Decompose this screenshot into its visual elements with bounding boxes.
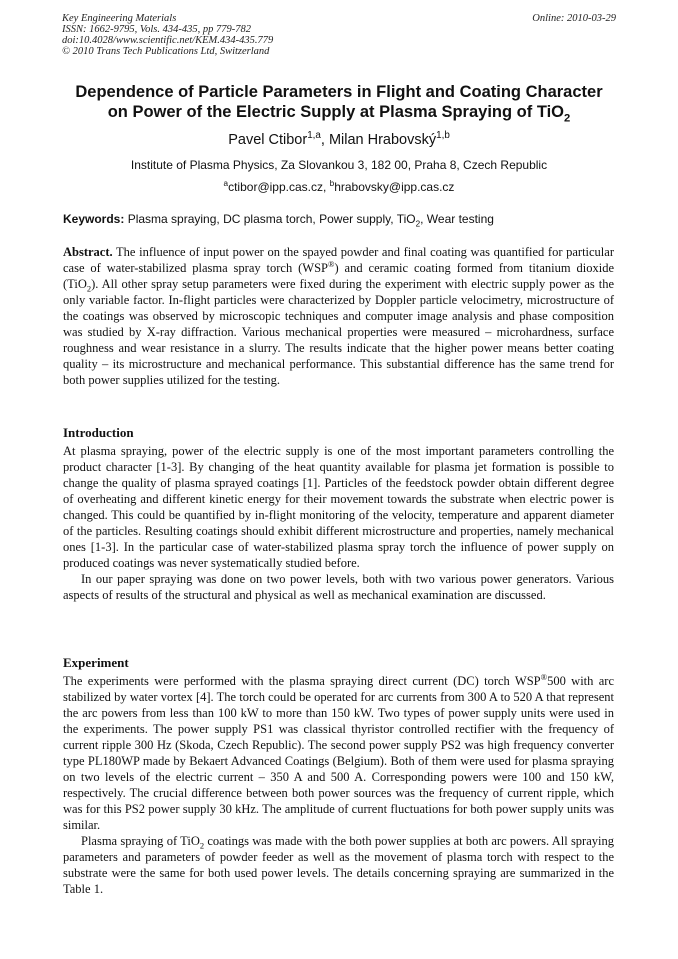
author-list: Pavel Ctibor$^{1,a}$, Milan Hrabovský$^{1,b}$ xyxy=(228,130,450,148)
issn-line: ISSN: 1662-9795, Vols. 434-435, pp 779-782 xyxy=(62,24,251,35)
affiliation: Institute of Plasma Physics, Za Slovankou 3, 182 00, Praha 8, Czech Republic xyxy=(130,158,548,172)
exp-paragraph-2: Plasma spraying of TiO$_2$ coatings was made with the both power supplies at both arc powers. All spraying parameters and parameters of powder feeder as well as the movement of plasma torch with respect to the substrate were the same for both used power levels. The details concerning spraying are summarized in the Table 1. xyxy=(63,834,614,896)
author-2: Milan Hrabovský xyxy=(328,132,437,148)
journal-name: Key Engineering Materials xyxy=(62,13,177,24)
title-line-2: on Power of the Electric Supply at Plasma Spraying of TiO$_2$ xyxy=(107,103,571,125)
author-2-affil: 1,b xyxy=(436,130,450,142)
abstract-label: Abstract. xyxy=(63,245,113,259)
journal-header xyxy=(62,13,616,57)
keywords-label: Keywords: xyxy=(63,212,125,226)
intro-paragraph-1: At plasma spraying, power of the electric supply is one of the most important parameters controlling the product character [1-3]. By changing of the heat quantity available for plasma jet formation is possible to change the quality of plasma sprayed coatings [1]. Particles of the feedstock powder obtain different degree of overheating and different kinetic energy for their movement towards the substrate when electric power is changed. This could be quantified by in-flight monitoring of the velocity, temperature and apparent diameter of the particles. Resulting coatings should exhibit different microstructure and properties, namely mechanical ones [1-3]. In the particular case of water-stabilized plasma spray torch the influence of power supply on produced coatings was never systematically studied before. xyxy=(63,444,614,570)
exp-paragraph-1: The experiments were performed with the plasma spraying direct current (DC) torch WSP®500 with arc stabilized by water vortex [4]. The torch could be operated for arc currents from 300 A to 520 A that represent the arc powers from less than 100 kW to more than 150 kW. Two types of power supply units were used in the experiments. The power supply PS1 was classical thyristor controlled rectifier with the frequency of current ripple 300 Hz (Skoda, Czech Republic). The second power supply PS2 was high frequency converter type PL180WP made by Bekaert Advanced Coatings (Belgium). Both of them were used for plasma spraying on two levels of the electric current – 350 A and 500 A. Corresponding powers were 100 and 150 kW, respectively. The crucial difference between both power sources was the frequency of current ripple, which was for this PS2 power supply 30 kHz. The amplitude of current fluctuations for both power supply units was similar. xyxy=(63,671,615,832)
email-b[interactable]: hrabovsky@ipp.cas.cz xyxy=(334,180,455,194)
author-1-affil: 1,a xyxy=(307,130,321,142)
experiment-text xyxy=(63,673,614,897)
doi-line: doi:10.4028/www.scientific.net/KEM.434-435.779 xyxy=(62,35,274,46)
online-date: Online: 2010-03-29 xyxy=(532,13,616,24)
author-emails: $^a$ctibor@ipp.cas.cz, $^b$hrabovsky@ipp.cas.cz xyxy=(223,179,455,194)
author-1: Pavel Ctibor xyxy=(228,132,308,148)
intro-paragraph-2: In our paper spraying was done on two power levels, both with two various power generators. Various aspects of results of the structural and physical as well as mechanical examination are discussed. xyxy=(63,572,614,602)
introduction-text xyxy=(63,443,614,603)
abstract: Abstract. The influence of input power on the spayed powder and final coating was quantified for particular case of water-stabilized plasma spray torch (WSP®) and ceramic coating formed from titanium dioxide (TiO$_2$). All other spray setup parameters were fixed during the experiment with electric supply power as the only variable factor. In-flight particles were characterized by Doppler particle velocimetry, microstructure of the coatings was observed by microscopic techniques and computer image analysis and phase composition was studied by X-ray diffraction. Various mechanical properties were measured – microhardness, surface roughness and wear resistance in a slurry. The results indicate that the higher power means better coating quality – its microstructure and mechanical performance. This substantial difference has the same trend for both power supplies utilized for the testing. xyxy=(63,245,614,387)
title-line-1: Dependence of Particle Parameters in Flight and Coating Character xyxy=(75,83,603,101)
section-heading-experiment: Experiment xyxy=(63,655,129,670)
email-a[interactable]: ctibor@ipp.cas.cz, xyxy=(228,180,330,194)
keywords: Keywords: Plasma spraying, DC plasma torch, Power supply, TiO$_2$, Wear testing xyxy=(63,212,494,229)
paper-title xyxy=(40,82,638,125)
section-heading-introduction: Introduction xyxy=(63,425,134,440)
copyright-line: © 2010 Trans Tech Publications Ltd, Switzerland xyxy=(62,46,270,57)
